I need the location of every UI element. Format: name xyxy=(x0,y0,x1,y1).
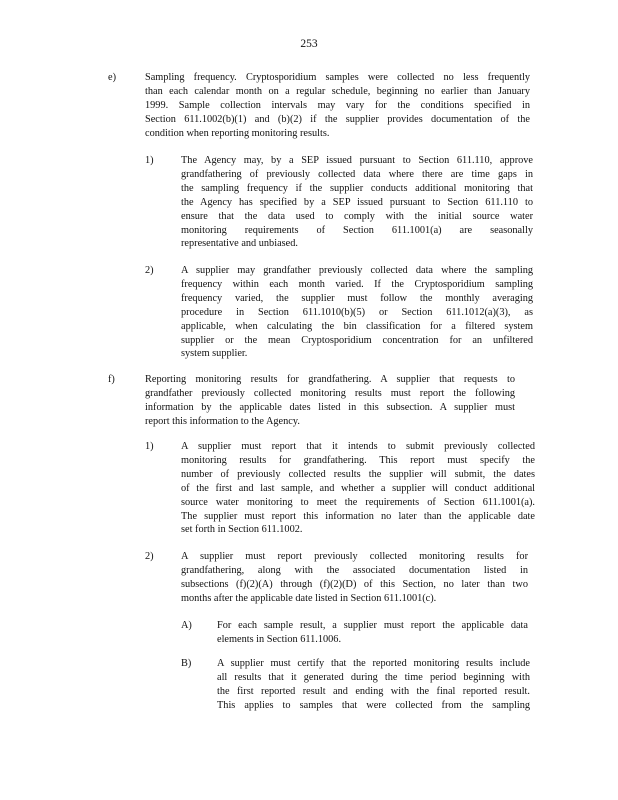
section-f-2-b-line: the first reported result and ending with the final reported result. xyxy=(217,685,530,697)
section-e-1-line: the sampling frequency if the supplier conducts additional monitoring that xyxy=(181,182,533,194)
section-e-1-line: The Agency may, by a SEP issued pursuant to Section 611.110, approve xyxy=(181,155,533,166)
section-f-label: f) xyxy=(108,374,115,385)
section-f-2-a-line: elements in Section 611.1006. xyxy=(217,633,342,645)
section-f-2-text xyxy=(181,550,528,606)
section-f-1-line: set forth in Section 611.1002. xyxy=(181,524,303,536)
section-f-1-line: A supplier must report that it intends to submit previously collected xyxy=(181,441,535,452)
section-f-line: information by the applicable dates listed in this subsection. A supplier must xyxy=(145,401,515,413)
section-f-1-text xyxy=(181,440,535,537)
section-f-2-a-line: For each sample result, a supplier must report the applicable data xyxy=(217,620,528,631)
section-f-1-line: monitoring results for grandfathering. This report must specify the xyxy=(181,454,535,466)
page-number: 253 xyxy=(300,38,318,50)
section-e-1-line: monitoring requirements of Section 611.1001(a) are seasonally xyxy=(181,224,533,236)
section-e-1-line: ensure that the data used to comply with the initial source water xyxy=(181,210,533,222)
section-f-line: report this information to the Agency. xyxy=(145,415,300,427)
section-e-line: Sampling frequency. Cryptosporidium samples were collected no less frequently xyxy=(145,72,530,83)
section-e-1-line: representative and unbiased. xyxy=(181,238,298,250)
section-f-1-line: number of previously collected results the supplier will submit, the dates xyxy=(181,468,535,480)
section-e-line: than each calendar month on a regular schedule, beginning no earlier than January xyxy=(145,85,530,97)
section-f-line: grandfather previously collected monitoring results must report the following xyxy=(145,387,515,399)
section-f-2-line: subsections (f)(2)(A) through (f)(2)(D) of this Section, no later than two xyxy=(181,578,528,590)
section-f-2-a-label: A) xyxy=(181,620,192,631)
section-e-2-line: A supplier may grandfather previously collected data where the sampling xyxy=(181,265,533,276)
section-e-2-line: frequency varied, the supplier must follow the monthly averaging xyxy=(181,292,533,304)
section-e-2-line: procedure in Section 611.1010(b)(5) or Section 611.1012(a)(3), as xyxy=(181,306,533,318)
section-f-line: Reporting monitoring results for grandfathering. A supplier that requests to xyxy=(145,374,515,385)
section-f-1-line: The supplier must report this information no later than the applicable date xyxy=(181,510,535,522)
section-f-2-b-line: A supplier must certify that the reported monitoring results include xyxy=(217,658,530,669)
section-e-line: condition when reporting monitoring results. xyxy=(145,127,330,139)
section-e-1-line: grandfathering of previously collected data where there are time gaps in xyxy=(181,168,533,180)
section-f-2-a-text xyxy=(217,619,528,647)
section-e-2-line: frequency within each month varied. If the Cryptosporidium sampling xyxy=(181,278,533,290)
section-f-2-line: months after the applicable date listed in Section 611.1001(c). xyxy=(181,592,437,604)
section-e-2-text xyxy=(181,264,533,361)
section-f-2-line: A supplier must report previously collected monitoring results for xyxy=(181,551,528,562)
section-e-line: 1999. Sample collection intervals may vary for the conditions specified in xyxy=(145,99,530,111)
section-e-text xyxy=(145,71,530,141)
section-f-2-line: grandfathering, along with the associated documentation listed in xyxy=(181,564,528,576)
section-e-line: Section 611.1002(b)(1) and (b)(2) if the supplier provides documentation of the xyxy=(145,113,530,125)
section-f-2-label: 2) xyxy=(145,551,154,562)
section-f-2-b-line: This applies to samples that were collected from the sampling xyxy=(217,699,530,711)
section-f-2-b-label: B) xyxy=(181,658,192,669)
section-f-1-line: source water monitoring to meet the requirements of Section 611.1001(a). xyxy=(181,496,535,508)
section-e-2-line: system supplier. xyxy=(181,348,248,360)
section-f-2-b-text xyxy=(217,657,530,713)
section-e-2-label: 2) xyxy=(145,265,154,276)
section-e-1-label: 1) xyxy=(145,155,154,166)
section-e-label: e) xyxy=(108,72,116,83)
section-f-2-b-line: all results that it generated during the time period beginning with xyxy=(217,671,530,683)
section-f-1-line: of the first and last sample, and whether a supplier will conduct additional xyxy=(181,482,535,494)
section-e-2-line: supplier or the mean Cryptosporidium concentration for an unfiltered xyxy=(181,334,533,346)
section-f-1-label: 1) xyxy=(145,441,154,452)
section-e-1-line: the Agency has specified by a SEP issued pursuant to Section 611.110 to xyxy=(181,196,533,208)
section-e-2-line: applicable, when calculating the bin classification for a filtered system xyxy=(181,320,533,332)
section-f-text xyxy=(145,373,515,429)
section-e-1-text xyxy=(181,154,533,251)
